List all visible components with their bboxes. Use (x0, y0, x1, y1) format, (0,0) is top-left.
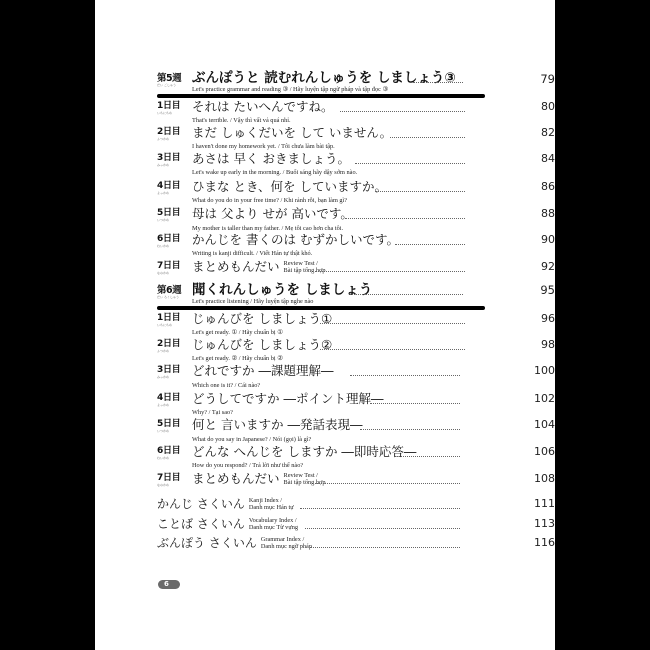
day-subtitle: My mother is taller than my father. / Mẹ tôi cao hơn cha tôi. (192, 225, 344, 232)
review-tag (284, 473, 326, 486)
day-label (157, 314, 187, 327)
day-label-text: 3日目 (157, 365, 181, 375)
leader-dots (340, 111, 465, 112)
index-tag (261, 537, 312, 550)
day-ruby: いちにちめ (157, 111, 173, 115)
leader-dots (360, 429, 460, 430)
leader-dots (375, 191, 465, 192)
leader-dots (305, 528, 460, 529)
index-tag-en: Kanji Index / (248, 497, 283, 504)
day-ruby: よっかめ (157, 403, 170, 407)
day-page: 86 (541, 180, 555, 193)
day-label (157, 182, 187, 195)
day-ruby: なのかめ (157, 271, 170, 275)
day-page: 92 (541, 260, 555, 273)
day-ruby: むいかめ (157, 456, 170, 460)
day-label (157, 128, 187, 141)
day-label-text: 4日目 (157, 393, 181, 403)
day-label-text: 6日目 (157, 234, 181, 244)
day-ruby: みっかめ (157, 163, 170, 167)
day-label (157, 366, 187, 379)
section-rule (157, 306, 485, 310)
index-title-text: ことば さくいん (157, 517, 245, 531)
index-tag (249, 498, 294, 511)
week6-ruby: だい ろくしゅう (157, 295, 179, 299)
day-subtitle: That's terrible. / Vậy thì vất vả quá nhỉ. (192, 117, 291, 124)
week5-ruby: だい ごしゅう (157, 83, 176, 87)
index-page: 113 (534, 517, 555, 530)
index-title-text: かんじ さくいん (157, 497, 245, 511)
day-page: 84 (541, 152, 555, 165)
index-tag (249, 518, 298, 531)
leader-dots (345, 218, 465, 219)
day-label-text: 2日目 (157, 339, 181, 349)
day-title[interactable]: どれですか ―課題理解― (192, 363, 334, 378)
day-ruby: ふつかめ (157, 137, 170, 141)
day-title[interactable]: それは たいへんですね。 (192, 99, 334, 114)
week6-label (157, 286, 181, 299)
day-label-text: 4日目 (157, 181, 181, 191)
index-page: 116 (534, 536, 555, 549)
index-title-text: ぶんぽう さくいん (157, 536, 257, 550)
day-subtitle: What do you say in Japanese? / Nói (gọi) là gì? (192, 436, 312, 443)
section-rule (157, 94, 485, 98)
day-page: 106 (534, 445, 555, 458)
index-tag-vi: Danh mục ngữ pháp (260, 542, 312, 550)
day-page: 104 (534, 418, 555, 431)
day-title-text: まとめもんだい (192, 259, 280, 274)
day-label-text: 5日目 (157, 208, 181, 218)
day-subtitle: Which one is it? / Cái nào? (192, 382, 261, 389)
index-tag-en: Vocabulary Index / (248, 517, 297, 524)
day-title[interactable]: ひまな とき、何を していますか。 (192, 179, 387, 194)
day-ruby: いつかめ (157, 218, 170, 222)
day-label (157, 474, 187, 487)
day-ruby: いつかめ (157, 429, 170, 433)
day-page: 82 (541, 126, 555, 139)
day-label (157, 235, 187, 248)
week5-label (157, 74, 181, 87)
review-tag-vi: Bài tập tổng hợp (283, 266, 326, 274)
day-title[interactable] (192, 260, 325, 274)
index-title[interactable] (157, 517, 298, 531)
day-title[interactable]: じゅんびを しましょう① (192, 311, 333, 326)
index-page: 111 (534, 497, 555, 510)
review-tag-vi: Bài tập tổng hợp (283, 478, 326, 486)
day-title[interactable]: あさは 早く おきましょう。 (192, 151, 350, 166)
day-subtitle: Let's wake up early in the morning. / Buổi sáng hãy dậy sớm nào. (192, 169, 358, 176)
day-title-text: まとめもんだい (192, 471, 280, 486)
index-tag-en: Grammar Index / (260, 536, 305, 543)
leader-dots (390, 137, 465, 138)
day-label-text: 1日目 (157, 101, 181, 111)
day-label (157, 394, 187, 407)
index-title[interactable] (157, 536, 312, 550)
day-page: 88 (541, 207, 555, 220)
day-label-text: 6日目 (157, 446, 181, 456)
day-label-text: 2日目 (157, 127, 181, 137)
leader-dots (395, 244, 465, 245)
day-label (157, 420, 187, 433)
day-title[interactable]: かんじを 書くのは むずかしいです。 (192, 232, 399, 247)
day-subtitle: How do you respond? / Trả lời như thế nào? (192, 462, 304, 469)
week5-title[interactable]: ぶんぽうと 読むれんしゅうを しましょう③ (192, 70, 456, 86)
day-title[interactable]: どうしてですか ―ポイント理解― (192, 391, 384, 406)
day-label-text: 1日目 (157, 313, 181, 323)
leader-dots (350, 294, 463, 295)
index-title[interactable] (157, 497, 294, 511)
index-tag-vi: Danh mục Hán tự (248, 503, 294, 511)
week6-label-text: 第6週 (157, 285, 182, 296)
leader-dots (315, 483, 460, 484)
day-label (157, 447, 187, 460)
review-tag-en: Review Test / (283, 260, 318, 267)
leader-dots (350, 375, 460, 376)
day-ruby: なのかめ (157, 483, 170, 487)
leader-dots (300, 508, 460, 509)
day-title[interactable] (192, 472, 325, 486)
day-subtitle: What do you do in your free time? / Khi rảnh rỗi, bạn làm gì? (192, 197, 348, 204)
leader-dots (370, 403, 460, 404)
day-ruby: むいかめ (157, 244, 170, 248)
leader-dots (355, 163, 465, 164)
day-page: 96 (541, 312, 555, 325)
day-label-text: 3日目 (157, 153, 181, 163)
day-subtitle: I haven't done my homework yet. / Tôi chưa làm bài tập. (192, 143, 335, 150)
day-subtitle: Let's get ready. ② / Hãy chuẩn bị ② (192, 355, 283, 362)
day-ruby: ふつかめ (157, 349, 170, 353)
day-label (157, 209, 187, 222)
week5-page: 79 (540, 72, 555, 86)
day-subtitle: Let's get ready. ① / Hãy chuẩn bị ① (192, 329, 283, 336)
day-title[interactable]: 何と 言いますか ―発話表現― (192, 417, 363, 432)
review-tag (284, 261, 326, 274)
leader-dots (315, 271, 465, 272)
day-title[interactable]: まだ しゅくだいを して いません。 (192, 125, 393, 140)
day-label (157, 262, 187, 275)
week6-title[interactable]: 聞くれんしゅうを しましょう (192, 282, 373, 298)
day-label-text: 7日目 (157, 473, 181, 483)
leader-dots (320, 323, 465, 324)
leader-dots (395, 456, 460, 457)
week6-subtitle: Let's practice listening / Hãy luyện tập nghe nào (192, 298, 314, 305)
day-subtitle: Writing is kanji difficult. / Viết Hán tự thật khó. (192, 250, 313, 257)
day-ruby: いちにちめ (157, 323, 173, 327)
day-page: 98 (541, 338, 555, 351)
day-label (157, 340, 187, 353)
day-page: 80 (541, 100, 555, 113)
leader-dots (310, 547, 460, 548)
day-label-text: 7日目 (157, 261, 181, 271)
day-title[interactable]: どんな へんじを しますか ―即時応答― (192, 444, 417, 459)
week5-subtitle: Let's practice grammar and reading ③ / Hãy luyện tập ngữ pháp và tập đọc ③ (192, 86, 389, 93)
day-label (157, 154, 187, 167)
day-subtitle: Why? / Tại sao? (192, 409, 233, 416)
page-number-badge: 6 (158, 580, 180, 589)
leader-dots (320, 349, 465, 350)
index-tag-vi: Danh mục Từ vựng (248, 523, 299, 531)
week5-label-text: 第5週 (157, 73, 182, 84)
leader-dots (413, 82, 463, 83)
day-page: 90 (541, 233, 555, 246)
day-page: 100 (534, 364, 555, 377)
day-ruby: よっかめ (157, 191, 170, 195)
day-title[interactable]: じゅんびを しましょう② (192, 337, 333, 352)
day-title[interactable]: 母は 父より せが 高いです。 (192, 206, 353, 221)
review-tag-en: Review Test / (283, 472, 318, 479)
day-ruby: みっかめ (157, 375, 170, 379)
day-page: 108 (534, 472, 555, 485)
day-label-text: 5日目 (157, 419, 181, 429)
week6-page: 95 (540, 283, 555, 297)
day-page: 102 (534, 392, 555, 405)
day-label (157, 102, 187, 115)
